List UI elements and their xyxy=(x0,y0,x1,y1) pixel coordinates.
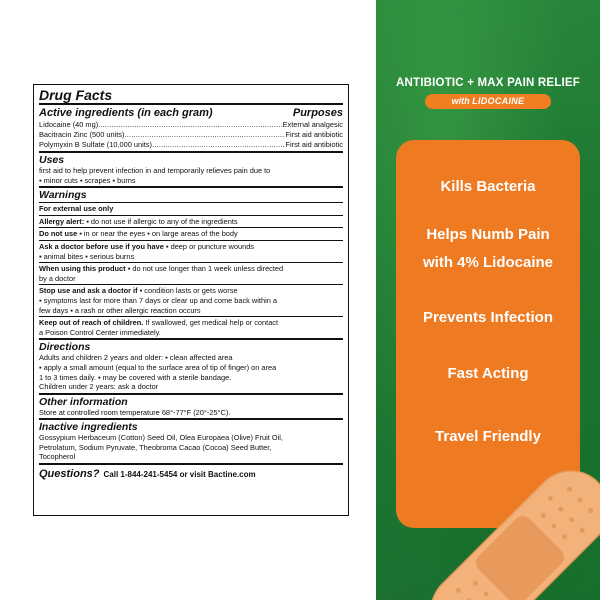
benefit-lidocaine: with 4% Lidocaine xyxy=(422,254,554,271)
leader-dots xyxy=(124,130,285,140)
uses-text: ▪ minor cuts ▪ scrapes ▪ burns xyxy=(39,175,136,185)
other-info-heading: Other information xyxy=(39,395,128,408)
ingredient-name: Bacitracin Zinc (500 units) xyxy=(39,130,125,139)
benefit-prevents-infection: Prevents Infection xyxy=(422,309,554,326)
ingredient-row xyxy=(39,140,343,151)
promo-panel xyxy=(376,0,600,600)
when-using-label: When using this product xyxy=(39,264,126,274)
inactive-text: Tocopherol xyxy=(39,452,76,462)
external-use-text: For external use only xyxy=(39,204,114,214)
active-ingredients-header xyxy=(39,105,343,120)
ingredient-row xyxy=(39,130,343,140)
stop-use-text-2: ▪ symptoms last for more than 7 days or clear up and come back within a xyxy=(39,295,277,305)
product-headline: ANTIBIOTIC + MAX PAIN RELIEF xyxy=(396,77,580,89)
directions-text: Adults and children 2 years and older: ▪ clean affected area xyxy=(39,353,233,363)
ingredient-name: Polymyxin B Sulfate (10,000 units) xyxy=(39,140,152,149)
lidocaine-badge xyxy=(425,94,551,109)
when-using-text-2: by a doctor xyxy=(39,273,76,283)
questions-section xyxy=(39,463,343,482)
directions-text: ▪ apply a small amount (equal to the surface area of tip of finger) on area xyxy=(39,362,277,372)
ask-doctor-text: ▪ deep or puncture wounds xyxy=(163,241,254,251)
keep-out-of-reach xyxy=(39,316,343,338)
do-not-use xyxy=(39,227,343,240)
benefit-kills-bacteria: Kills Bacteria xyxy=(440,178,536,195)
uses-heading: Uses xyxy=(39,154,65,166)
inactive-text: Gossypium Herbaceum (Cotton) Seed Oil, Olea Europaea (Olive) Fruit Oil, xyxy=(39,433,283,443)
ingredient-purpose: First aid antibiotic xyxy=(285,140,343,149)
keep-text: If swallowed, get medical help or contact xyxy=(143,318,279,328)
uses-text: first aid to help prevent infection in and temporarily relieves pain due to xyxy=(39,166,271,175)
directions-heading: Directions xyxy=(39,341,91,354)
inactive-heading: Inactive ingredients xyxy=(39,421,138,434)
other-info-text: Store at controlled room temperature 68°-77°F (20°-25°C). xyxy=(39,407,231,417)
allergy-label: Allergy alert: xyxy=(39,216,85,226)
drug-facts-label xyxy=(33,84,349,516)
ask-doctor-text-2: ▪ animal bites ▪ serious burns xyxy=(39,251,135,261)
ingredient-purpose: External analgesic xyxy=(282,120,343,129)
external-use xyxy=(39,202,343,215)
ask-doctor-label: Ask a doctor before use if you have xyxy=(39,241,164,251)
benefit-travel-friendly: Travel Friendly xyxy=(435,428,541,445)
active-ingredients-heading: Active ingredients (in each gram) xyxy=(39,107,213,119)
warnings-section xyxy=(39,186,343,338)
stop-use-label: Stop use and ask a doctor if xyxy=(39,286,138,296)
purposes-heading: Purposes xyxy=(292,107,343,119)
stop-use xyxy=(39,284,343,316)
keep-label: Keep out of reach of children. xyxy=(39,318,144,328)
stop-use-text-3: few days ▪ a rash or other allergic reaction occurs xyxy=(39,305,201,315)
stop-use-text: ▪ condition lasts or gets worse xyxy=(137,286,238,296)
ingredient-purpose: First aid antibiotic xyxy=(285,130,343,139)
other-info-section xyxy=(39,393,343,419)
ask-doctor xyxy=(39,240,343,262)
questions-label: Questions? xyxy=(39,468,100,481)
keep-text-2: a Poison Control Center immediately. xyxy=(39,327,161,337)
benefit-numb-pain: Helps Numb Pain xyxy=(426,226,550,243)
do-not-use-text: ▪ in or near the eyes ▪ on large areas of the body xyxy=(77,229,238,239)
drug-facts-title: Drug Facts xyxy=(39,85,343,105)
allergy-alert xyxy=(39,215,343,228)
leader-dots xyxy=(152,140,286,150)
inactive-section xyxy=(39,418,343,463)
warnings-heading: Warnings xyxy=(39,189,87,202)
when-using xyxy=(39,262,343,284)
allergy-text: ▪ do not use if allergic to any of the ingredients xyxy=(84,216,238,226)
do-not-use-label: Do not use xyxy=(39,229,78,239)
inactive-text: Petrolatum, Sodium Pyruvate, Theobroma Cacao (Cocoa) Seed Butter, xyxy=(39,442,272,452)
questions-text: Call 1-844-241-5454 or visit Bactine.com xyxy=(103,470,256,480)
uses-section xyxy=(39,151,343,186)
ingredient-name: Lidocaine (40 mg) xyxy=(39,120,99,129)
directions-section xyxy=(39,338,343,392)
leader-dots xyxy=(98,120,282,130)
ingredient-row xyxy=(39,120,343,130)
directions-text: 1 to 3 times daily. ▪ may be covered with a sterile bandage. xyxy=(39,372,232,382)
benefit-fast-acting: Fast Acting xyxy=(447,365,529,382)
badge-lidocaine: LIDOCAINE xyxy=(472,96,525,106)
directions-text: Children under 2 years: ask a doctor xyxy=(39,382,159,392)
badge-with: with xyxy=(451,96,473,106)
when-using-text: ▪ do not use longer than 1 week unless directed xyxy=(125,264,284,274)
benefits-card xyxy=(396,140,580,528)
